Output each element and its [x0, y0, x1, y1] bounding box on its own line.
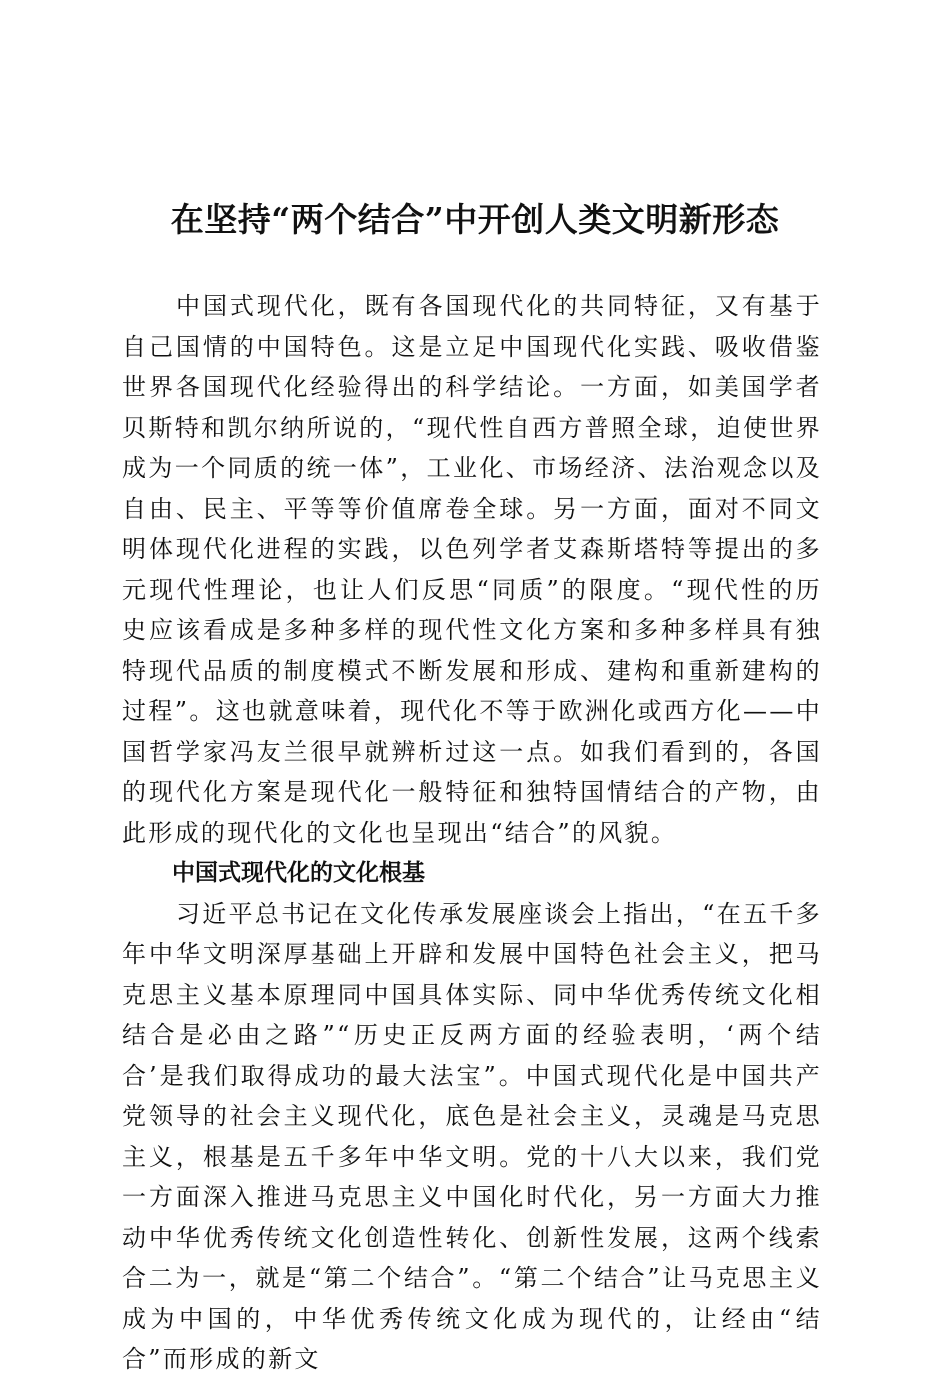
- section-heading: 中国式现代化的文化根基: [172, 860, 425, 886]
- body-paragraph: 中国式现代化，既有各国现代化的共同特征，又有基于自己国情的中国特色。这是立足中国现代化实践、吸收借鉴世界各国现代化经验得出的科学结论。一方面，如美国学者贝斯特和凯尔纳所说的，“现代性自西方普照全球，迫使世界成为一个同质的统一体”，工业化、市场经济、法治观念以及自由、民主、平等等价值席卷全球。另一方面，面对不同文明体现代化进程的实践，以色列学者艾森斯塔特等提出的多元现代性理论，也让人们反思“同质”的限度。“现代性的历史应该看成是多种多样的现代性文化方案和多种多样具有独特现代品质的制度模式不断发展和形成、建构和重新建构的过程”。这也就意味着，现代化不等于欧洲化或西方化——中国哲学家冯友兰很早就辨析过这一点。如我们看到的，各国的现代化方案是现代化一般特征和独特国情结合的产物，由此形成的现代化的文化也呈现出“结合”的风貌。: [122, 292, 822, 847]
- document-title: 在坚持“两个结合”中开创人类文明新形态: [170, 200, 780, 239]
- body-paragraph: 习近平总书记在文化传承发展座谈会上指出，“在五千多年中华文明深厚基础上开辟和发展中国特色社会主义，把马克思主义基本原理同中国具体实际、同中华优秀传统文化相结合是必由之路”“历史正反两方面的经验表明，‘两个结合’是我们取得成功的最大法宝”。中国式现代化是中国共产党领导的社会主义现代化，底色是社会主义，灵魂是马克思主义，根基是五千多年中华文明。党的十八大以来，我们党一方面深入推进马克思主义中国化时代化，另一方面大力推动中华优秀传统文化创造性转化、创新性发展，这两个线索合二为一，就是“第二个结合”。“第二个结合”让马克思主义成为中国的，中华优秀传统文化成为现代的，让经由“结合”而形成的新文: [122, 899, 822, 1373]
- document-body: [122, 286, 822, 1380]
